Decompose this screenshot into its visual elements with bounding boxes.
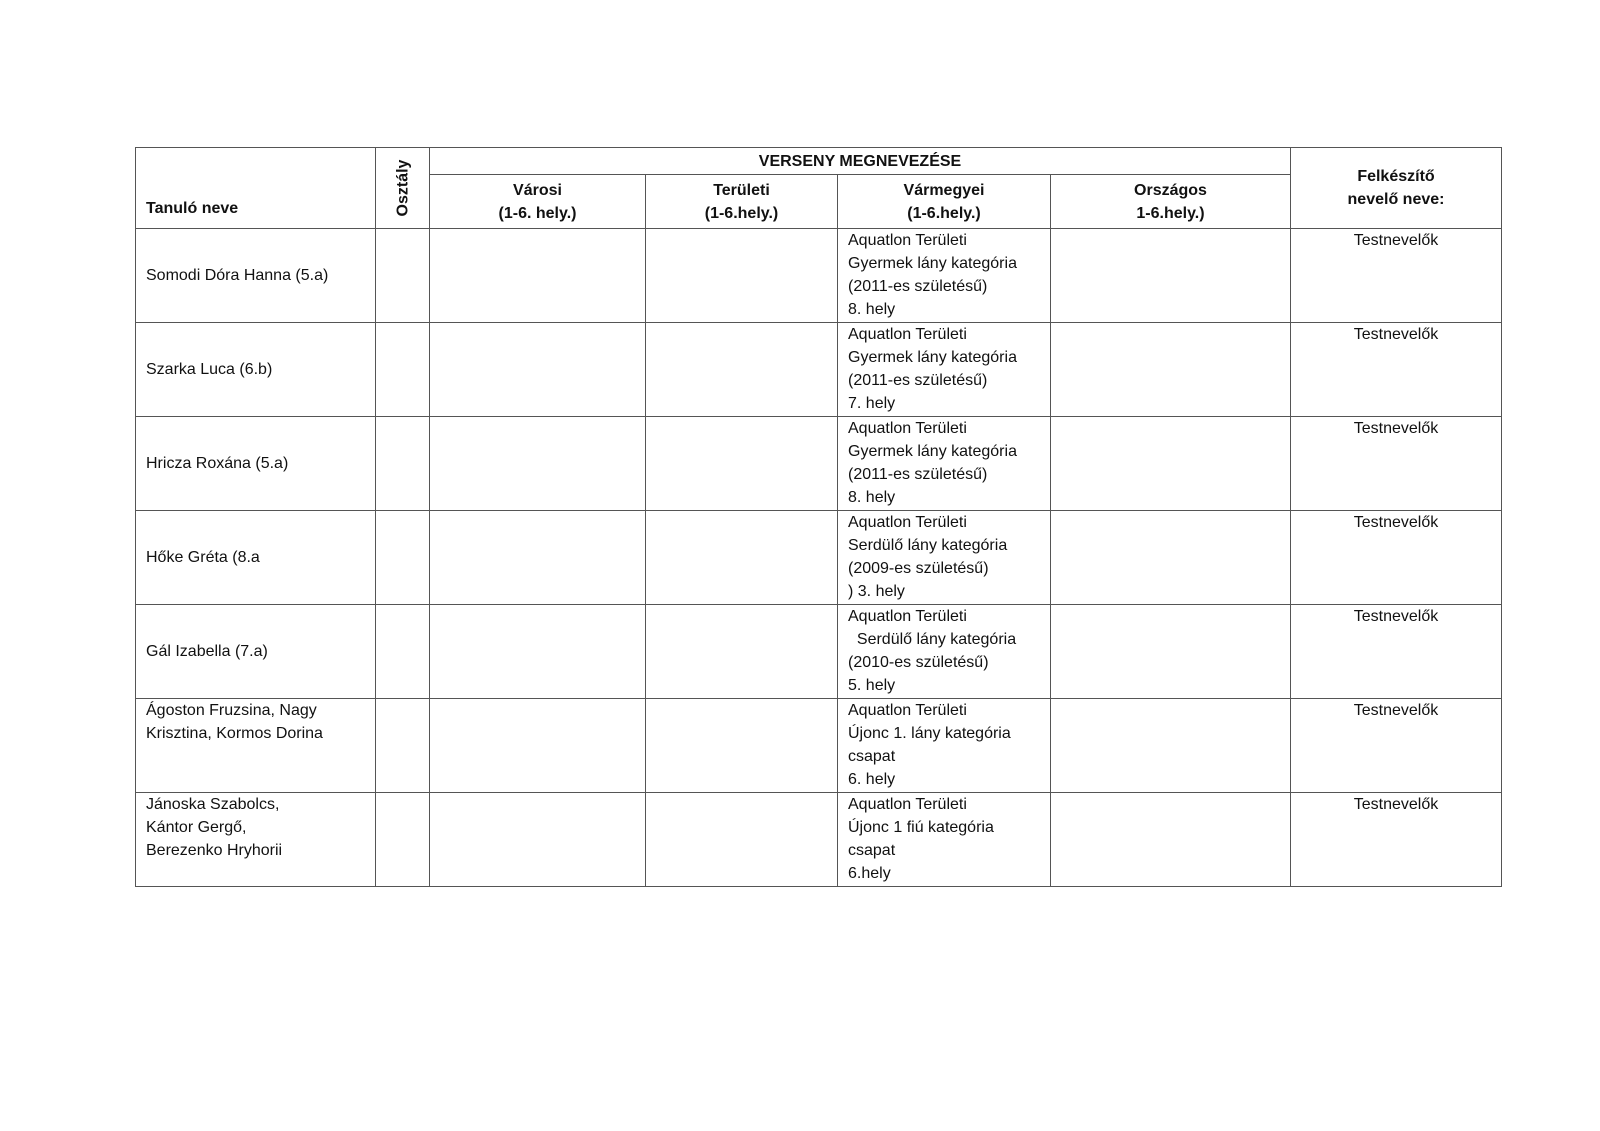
national-cell: [1051, 511, 1291, 605]
area-cell: [646, 417, 838, 511]
student-name-line: Hőke Gréta (8.a: [146, 549, 260, 566]
table-row: [136, 793, 1502, 887]
county-line: csapat: [848, 842, 896, 859]
national-cell: [1051, 323, 1291, 417]
student-name-cell: [136, 699, 376, 793]
county-line: (2011-es születésű): [848, 278, 988, 295]
county-line: Aquatlon Területi: [848, 608, 967, 625]
class-cell: [376, 417, 430, 511]
county-line: Aquatlon Területi: [848, 702, 967, 719]
county-line: Aquatlon Területi: [848, 514, 967, 531]
header-teacher-line: nevelő neve:: [1347, 191, 1445, 208]
county-cell: [838, 323, 1051, 417]
header-county-line: (1-6.hely.): [907, 204, 981, 222]
header-national-line: Országos: [1134, 181, 1207, 199]
teacher-cell: Testnevelők: [1291, 793, 1502, 887]
header-teacher: [1291, 148, 1502, 229]
county-line: csapat: [848, 748, 896, 765]
table-row: [136, 699, 1502, 793]
national-cell: [1051, 699, 1291, 793]
class-cell: [376, 605, 430, 699]
national-cell: [1051, 793, 1291, 887]
county-line: (2009-es születésű): [848, 560, 989, 577]
county-line: Gyermek lány kategória: [848, 443, 1017, 460]
national-cell: [1051, 229, 1291, 323]
county-line: Gyermek lány kategória: [848, 255, 1017, 272]
national-cell: [1051, 605, 1291, 699]
table-row: [136, 605, 1502, 699]
county-line: Aquatlon Területi: [848, 796, 967, 813]
header-area-line: (1-6.hely.): [704, 204, 779, 222]
student-name-line: Szarka Luca (6.b): [146, 361, 273, 378]
header-teacher-line: Felkészítő: [1357, 168, 1435, 185]
county-line: Serdülő lány kategória: [848, 537, 1008, 554]
header-city-line: Városi: [513, 181, 562, 199]
class-cell: [376, 323, 430, 417]
student-name-line: Krisztina, Kormos Dorina: [146, 725, 323, 742]
county-line: Aquatlon Területi: [848, 420, 967, 437]
class-cell: [376, 793, 430, 887]
county-line: (2011-es születésű): [848, 466, 988, 483]
student-name-cell: [136, 417, 376, 511]
county-line: 6. hely: [848, 771, 896, 788]
county-line: 6.hely: [848, 865, 891, 882]
county-cell: [838, 699, 1051, 793]
county-line: 8. hely: [848, 489, 896, 506]
teacher-cell: Testnevelők: [1291, 229, 1502, 323]
table-row: [136, 417, 1502, 511]
county-line: 5. hely: [848, 677, 896, 694]
teacher-cell: Testnevelők: [1291, 323, 1502, 417]
area-cell: [646, 605, 838, 699]
header-class: [376, 148, 430, 229]
header-area: [646, 175, 838, 229]
county-line: Serdülő lány kategória: [848, 631, 1017, 648]
teacher-cell: Testnevelők: [1291, 417, 1502, 511]
header-national-line: 1-6.hely.): [1136, 204, 1205, 222]
class-cell: [376, 699, 430, 793]
county-cell: [838, 605, 1051, 699]
class-cell: [376, 511, 430, 605]
table-row: [136, 229, 1502, 323]
teacher-cell: Testnevelők: [1291, 511, 1502, 605]
student-name-line: Berezenko Hryhorii: [146, 842, 283, 859]
area-cell: [646, 699, 838, 793]
header-city-line: (1-6. hely.): [498, 204, 577, 222]
county-cell: [838, 229, 1051, 323]
city-cell: [430, 229, 646, 323]
county-line: (2011-es születésű): [848, 372, 988, 389]
county-line: Gyermek lány kategória: [848, 349, 1017, 366]
area-cell: [646, 229, 838, 323]
area-cell: [646, 793, 838, 887]
county-line: Újonc 1 fiú kategória: [848, 819, 994, 836]
header-national: [1051, 175, 1291, 229]
student-name-line: Ágoston Fruzsina, Nagy: [146, 702, 317, 719]
city-cell: [430, 605, 646, 699]
county-line: Aquatlon Területi: [848, 326, 967, 343]
header-competition: VERSENY MEGNEVEZÉSE: [430, 148, 1291, 175]
student-name-line: Kántor Gergő,: [146, 819, 247, 836]
student-name-line: Jánoska Szabolcs,: [146, 796, 280, 813]
student-name-line: Gál Izabella (7.a): [146, 643, 268, 660]
student-name-line: Somodi Dóra Hanna (5.a): [146, 267, 329, 284]
class-cell: [376, 229, 430, 323]
county-line: (2010-es születésű): [848, 654, 989, 671]
student-name-cell: [136, 323, 376, 417]
results-sheet: [135, 147, 1501, 887]
teacher-cell: Testnevelők: [1291, 699, 1502, 793]
student-name-cell: [136, 511, 376, 605]
student-name-cell: [136, 229, 376, 323]
results-table: [135, 147, 1502, 887]
county-line: Aquatlon Területi: [848, 232, 967, 249]
county-cell: [838, 511, 1051, 605]
county-line: ) 3. hely: [848, 583, 905, 600]
county-line: Újonc 1. lány kategória: [848, 725, 1011, 742]
header-student-name: Tanuló neve: [136, 148, 376, 229]
city-cell: [430, 511, 646, 605]
county-cell: [838, 417, 1051, 511]
city-cell: [430, 699, 646, 793]
teacher-cell: Testnevelők: [1291, 605, 1502, 699]
county-cell: [838, 793, 1051, 887]
student-name-cell: [136, 605, 376, 699]
table-row: [136, 511, 1502, 605]
header-city: [430, 175, 646, 229]
student-name-line: Hricza Roxána (5.a): [146, 455, 289, 472]
city-cell: [430, 323, 646, 417]
header-county-line: Vármegyei: [903, 181, 985, 199]
area-cell: [646, 511, 838, 605]
student-name-cell: [136, 793, 376, 887]
header-area-line: Területi: [713, 181, 770, 199]
national-cell: [1051, 417, 1291, 511]
header-county: [838, 175, 1051, 229]
header-class-label: Osztály: [394, 159, 411, 217]
table-row: [136, 323, 1502, 417]
city-cell: [430, 417, 646, 511]
area-cell: [646, 323, 838, 417]
county-line: 7. hely: [848, 395, 896, 412]
county-line: 8. hely: [848, 301, 896, 318]
city-cell: [430, 793, 646, 887]
